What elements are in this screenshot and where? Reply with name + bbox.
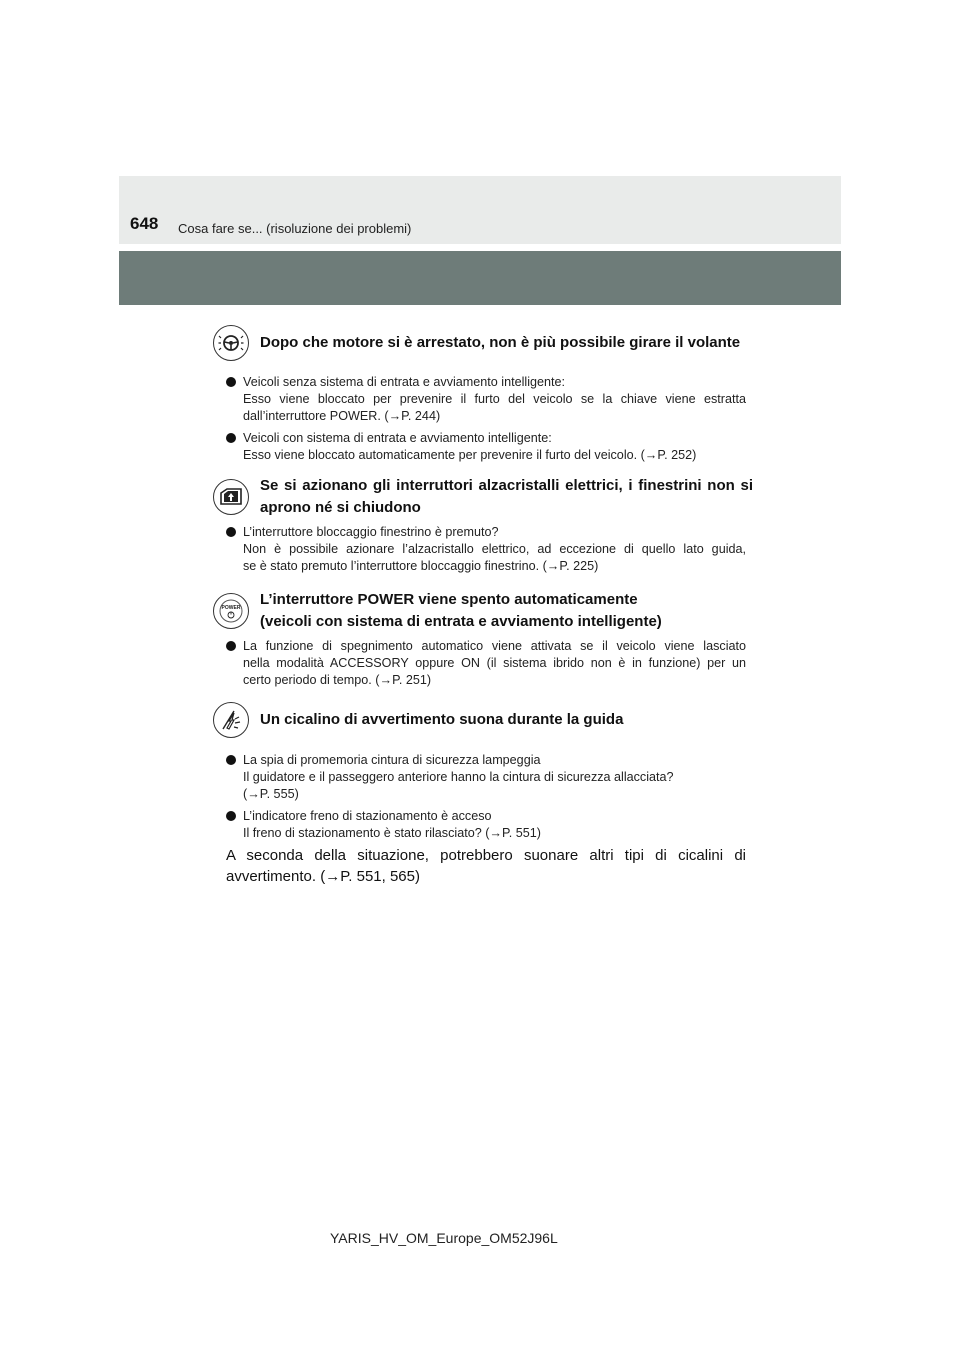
- bullet-line: L’interruttore bloccaggio finestrino è premuto?: [243, 525, 499, 539]
- list-item: [226, 374, 746, 425]
- section-title-line: (veicoli con sistema di entrata e avviamento intelligente): [260, 613, 662, 630]
- bullet-line: Il guidatore e il passeggero anteriore hanno la cintura di sicurezza allacciata?: [243, 770, 674, 784]
- bullet-line: L’indicatore freno di stazionamento è acceso: [243, 809, 492, 823]
- bullet-line: se è stato premuto l’interruttore bloccaggio finestrino. (→P. 225): [243, 559, 599, 573]
- section-warning-buzzer: [213, 702, 753, 738]
- section-heading: [213, 589, 753, 633]
- bullet-icon: [226, 377, 236, 387]
- bullet-line: Veicoli senza sistema di entrata e avviamento intelligente:: [243, 375, 566, 389]
- power-window-icon: [213, 479, 249, 515]
- section-title-line: Dopo che motore si è arrestato, non è più possibile girare il volante: [260, 334, 741, 351]
- header-band: [119, 251, 841, 305]
- bullet-line: certo periodo di tempo. (→P. 251): [243, 673, 432, 687]
- section-power-switch: [213, 589, 753, 633]
- bullet-line: La funzione di spegnimento automatico viene attivata se il veicolo viene lasciato: [243, 639, 746, 653]
- closing-paragraph: [226, 845, 746, 887]
- paragraph-line: A seconda della situazione, potrebbero suonare altri tipi di cicalini di: [226, 847, 746, 864]
- bullet-line: dall’interruttore POWER. (→P. 244): [243, 409, 441, 423]
- section-power-windows: [213, 475, 753, 519]
- bullet-icon: [226, 755, 236, 765]
- bullet-line: (→P. 555): [243, 787, 299, 801]
- bullet-line: Non è possibile azionare l’alzacristallo elettrico, ad eccezione di quello lato guida,: [243, 542, 746, 556]
- list-item: [226, 524, 746, 575]
- bullet-icon: [226, 527, 236, 537]
- section-title-line: aprono né si chiudono: [260, 499, 421, 516]
- warning-buzzer-icon: [213, 702, 249, 738]
- power-label: POWER: [221, 605, 241, 611]
- bullet-icon: [226, 433, 236, 443]
- bullet-icon: [226, 641, 236, 651]
- bullet-line: Veicoli con sistema di entrata e avviamento intelligente:: [243, 431, 552, 445]
- bullet-line: La spia di promemoria cintura di sicurezza lampeggia: [243, 753, 541, 767]
- list-item: [226, 638, 746, 689]
- bullet-line: nella modalità ACCESSORY oppure ON (il sistema ibrido non è in funzione) per un: [243, 656, 746, 670]
- section-title-line: Se si azionano gli interruttori alzacristalli elettrici, i finestrini non si: [260, 477, 753, 494]
- steering-wheel-lock-icon: [213, 325, 249, 361]
- list-item: [226, 752, 746, 803]
- section-title-line: Un cicalino di avvertimento suona durante la guida: [260, 711, 624, 728]
- page-number: 648: [130, 214, 159, 233]
- section-title-line: L’interruttore POWER viene spento automaticamente: [260, 591, 638, 608]
- bullet-icon: [226, 811, 236, 821]
- section-heading: [213, 475, 753, 519]
- section-heading: [213, 325, 753, 361]
- section-steering-lock: [213, 325, 753, 361]
- paragraph-line: avvertimento. (→P. 551, 565): [226, 868, 420, 885]
- list-item: [226, 808, 746, 842]
- section-heading: [213, 702, 753, 738]
- bullet-line: Esso viene bloccato automaticamente per prevenire il furto del veicolo. (→P. 252): [243, 448, 697, 462]
- bullet-line: Il freno di stazionamento è stato rilasciato? (→P. 551): [243, 826, 541, 840]
- list-item: [226, 430, 746, 464]
- power-switch-icon: [213, 593, 249, 629]
- bullet-line: Esso viene bloccato per prevenire il furto del veicolo se la chiave viene estratta: [243, 392, 746, 406]
- document-code: YARIS_HV_OM_Europe_OM52J96L: [330, 1230, 558, 1246]
- running-title: Cosa fare se... (risoluzione dei problemi): [178, 221, 412, 236]
